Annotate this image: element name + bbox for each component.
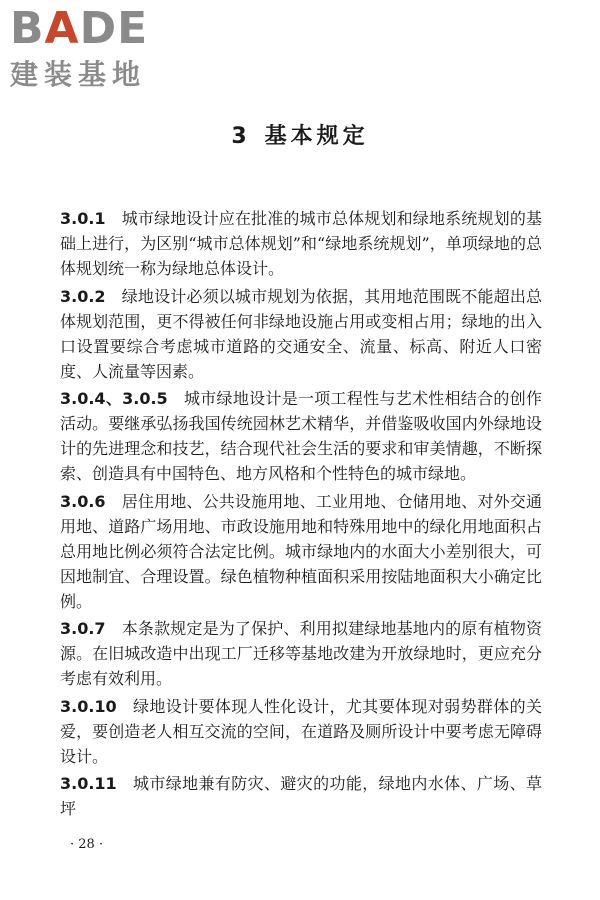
- clause-number: 3.0.7: [60, 619, 106, 638]
- clause-text: 城市绿地设计应在批准的城市总体规划和绿地系统规划的基础上进行，为区别“城市总体规划”和“绿地系统规划”，单项绿地的总体规划统一称为绿地总体设计。: [60, 209, 542, 278]
- clause-text: 本条款规定是为了保护、利用拟建绿地基地内的原有植物资源。在旧城改造中出现工厂迁移等基地改建为开放绿地时，更应充分考虑有效利用。: [60, 619, 542, 688]
- clause-3-0-2: [60, 284, 542, 384]
- clause-text: 城市绿地设计是一项工程性与艺术性相结合的创作活动。要继承弘扬我国传统园林艺术精华，并借鉴吸收国内外绿地设计的先进理念和技艺，结合现代社会生活的要求和审美情趣，不断探索、创造具有中国特色、地方风格和个性特色的城市绿地。: [60, 389, 542, 483]
- logo-subtitle: 建装基地: [10, 58, 147, 91]
- logo-mark-suffix: DE: [79, 3, 149, 54]
- clause-3-0-6: [60, 489, 542, 614]
- logo-mark-accent: A: [44, 3, 80, 54]
- document-body: [60, 206, 542, 821]
- clause-text: 绿地设计要体现人性化设计，尤其要体现对弱势群体的关爱，要创造老人相互交流的空间，在道路及厕所设计中要考虑无障碍设计。: [60, 696, 542, 766]
- clause-3-0-7: [60, 616, 542, 691]
- clause-number: 3.0.1: [60, 209, 106, 228]
- chapter-title-text: 基本规定: [264, 124, 369, 149]
- logo-mark-prefix: B: [10, 3, 45, 54]
- clause-text: 居住用地、公共设施用地、工业用地、仓储用地、对外交通用地、道路广场用地、市政设施用地和特殊用地中的绿化用地面积占总用地比例必须符合法定比例。城市绿地内的水面大小差别很大，可因地制宜、合理设置。绿色植物种植面积采用按陆地面积大小确定比例。: [60, 491, 542, 611]
- clause-3-0-11: [60, 771, 542, 821]
- chapter-number: 3: [231, 124, 251, 149]
- clause-number: 3.0.6: [60, 491, 106, 511]
- clause-text: 绿地设计必须以城市规划为依据，其用地范围既不能超出总体规划范围，更不得被任何非绿地设施占用或变相占用；绿地的出入口设置要综合考虑城市道路的交通安全、流量、标高、附近人口密度、人流量等因素。: [60, 286, 542, 381]
- clause-number: 3.0.11: [60, 774, 117, 793]
- page-number: · 28 ·: [70, 837, 104, 852]
- clause-3-0-1: [60, 206, 542, 281]
- clause-number: 3.0.4、3.0.5: [60, 389, 168, 408]
- clause-3-0-10: [60, 694, 542, 769]
- logo: [10, 3, 175, 91]
- logo-wordmark: [10, 3, 175, 54]
- clause-text: 城市绿地兼有防灾、避灾的功能，绿地内水体、广场、草坪: [60, 774, 542, 818]
- chapter-title: [0, 124, 600, 150]
- clause-3-0-4-3-0-5: [60, 386, 542, 486]
- clause-number: 3.0.2: [60, 286, 106, 306]
- clause-number: 3.0.10: [60, 696, 117, 716]
